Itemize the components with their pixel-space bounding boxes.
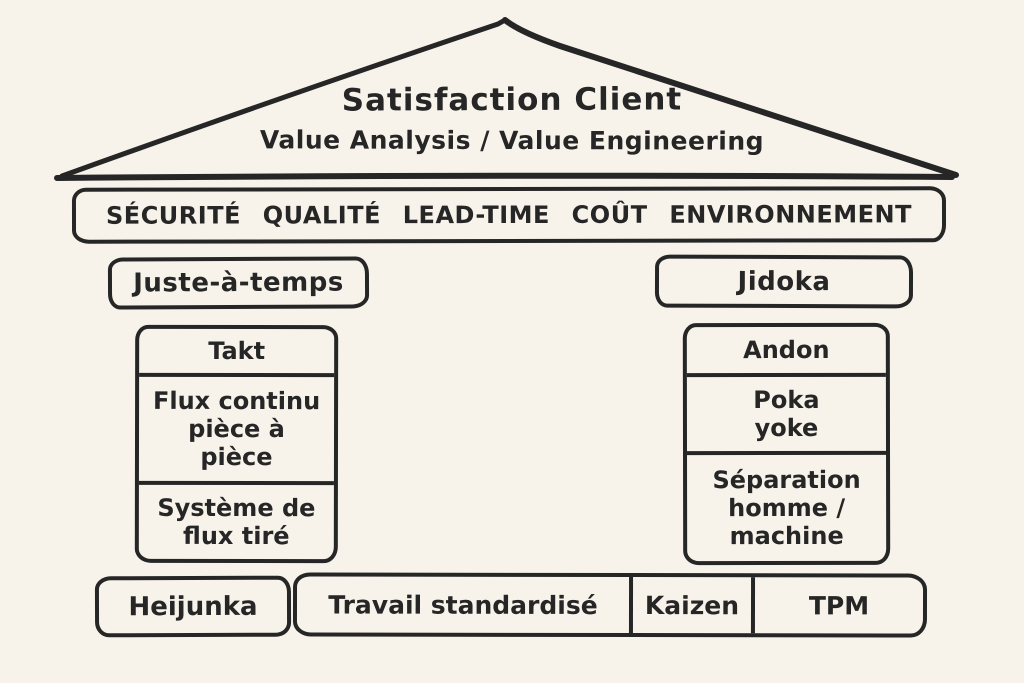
- roof-text-block: [0, 82, 1024, 155]
- goal-environnement: ENVIRONNEMENT: [669, 200, 913, 229]
- cell-tpm: TPM: [751, 577, 923, 633]
- roof-base-line: [57, 176, 952, 178]
- cell-travail-standardise: Travail standardisé: [328, 590, 598, 620]
- pillar-jidoka-stack: [683, 323, 890, 565]
- pillar-title-jidoka: Jidoka: [655, 255, 913, 309]
- cell-separation-homme-machine: Séparation homme / machine: [687, 451, 886, 561]
- cell-systeme-flux-tire: Système de flux tiré: [139, 481, 334, 559]
- foundation-box: [293, 572, 927, 637]
- cell-flux-continu: Flux continu pièce à pièce: [139, 373, 334, 481]
- cell-takt: Takt: [208, 336, 266, 365]
- cell-poka-yoke: Poka yoke: [687, 373, 886, 451]
- cell-andon: Andon: [743, 335, 830, 364]
- goal-qualite: QUALITÉ: [262, 201, 381, 230]
- pillar-juste-a-temps-stack: [135, 325, 338, 563]
- cell-kaizen: Kaizen: [629, 577, 751, 633]
- roof-subtitle: Value Analysis / Value Engineering: [259, 125, 765, 156]
- goal-securite: SÉCURITÉ: [105, 201, 241, 230]
- goals-bar: [72, 186, 946, 244]
- pillar-title-juste-a-temps: Juste-à-temps: [108, 256, 369, 309]
- goal-lead-time: LEAD-TIME: [402, 200, 550, 230]
- goal-cout: COÛT: [571, 200, 648, 229]
- foundation-heijunka: Heijunka: [95, 576, 291, 638]
- roof-title: Satisfaction Client: [341, 81, 683, 119]
